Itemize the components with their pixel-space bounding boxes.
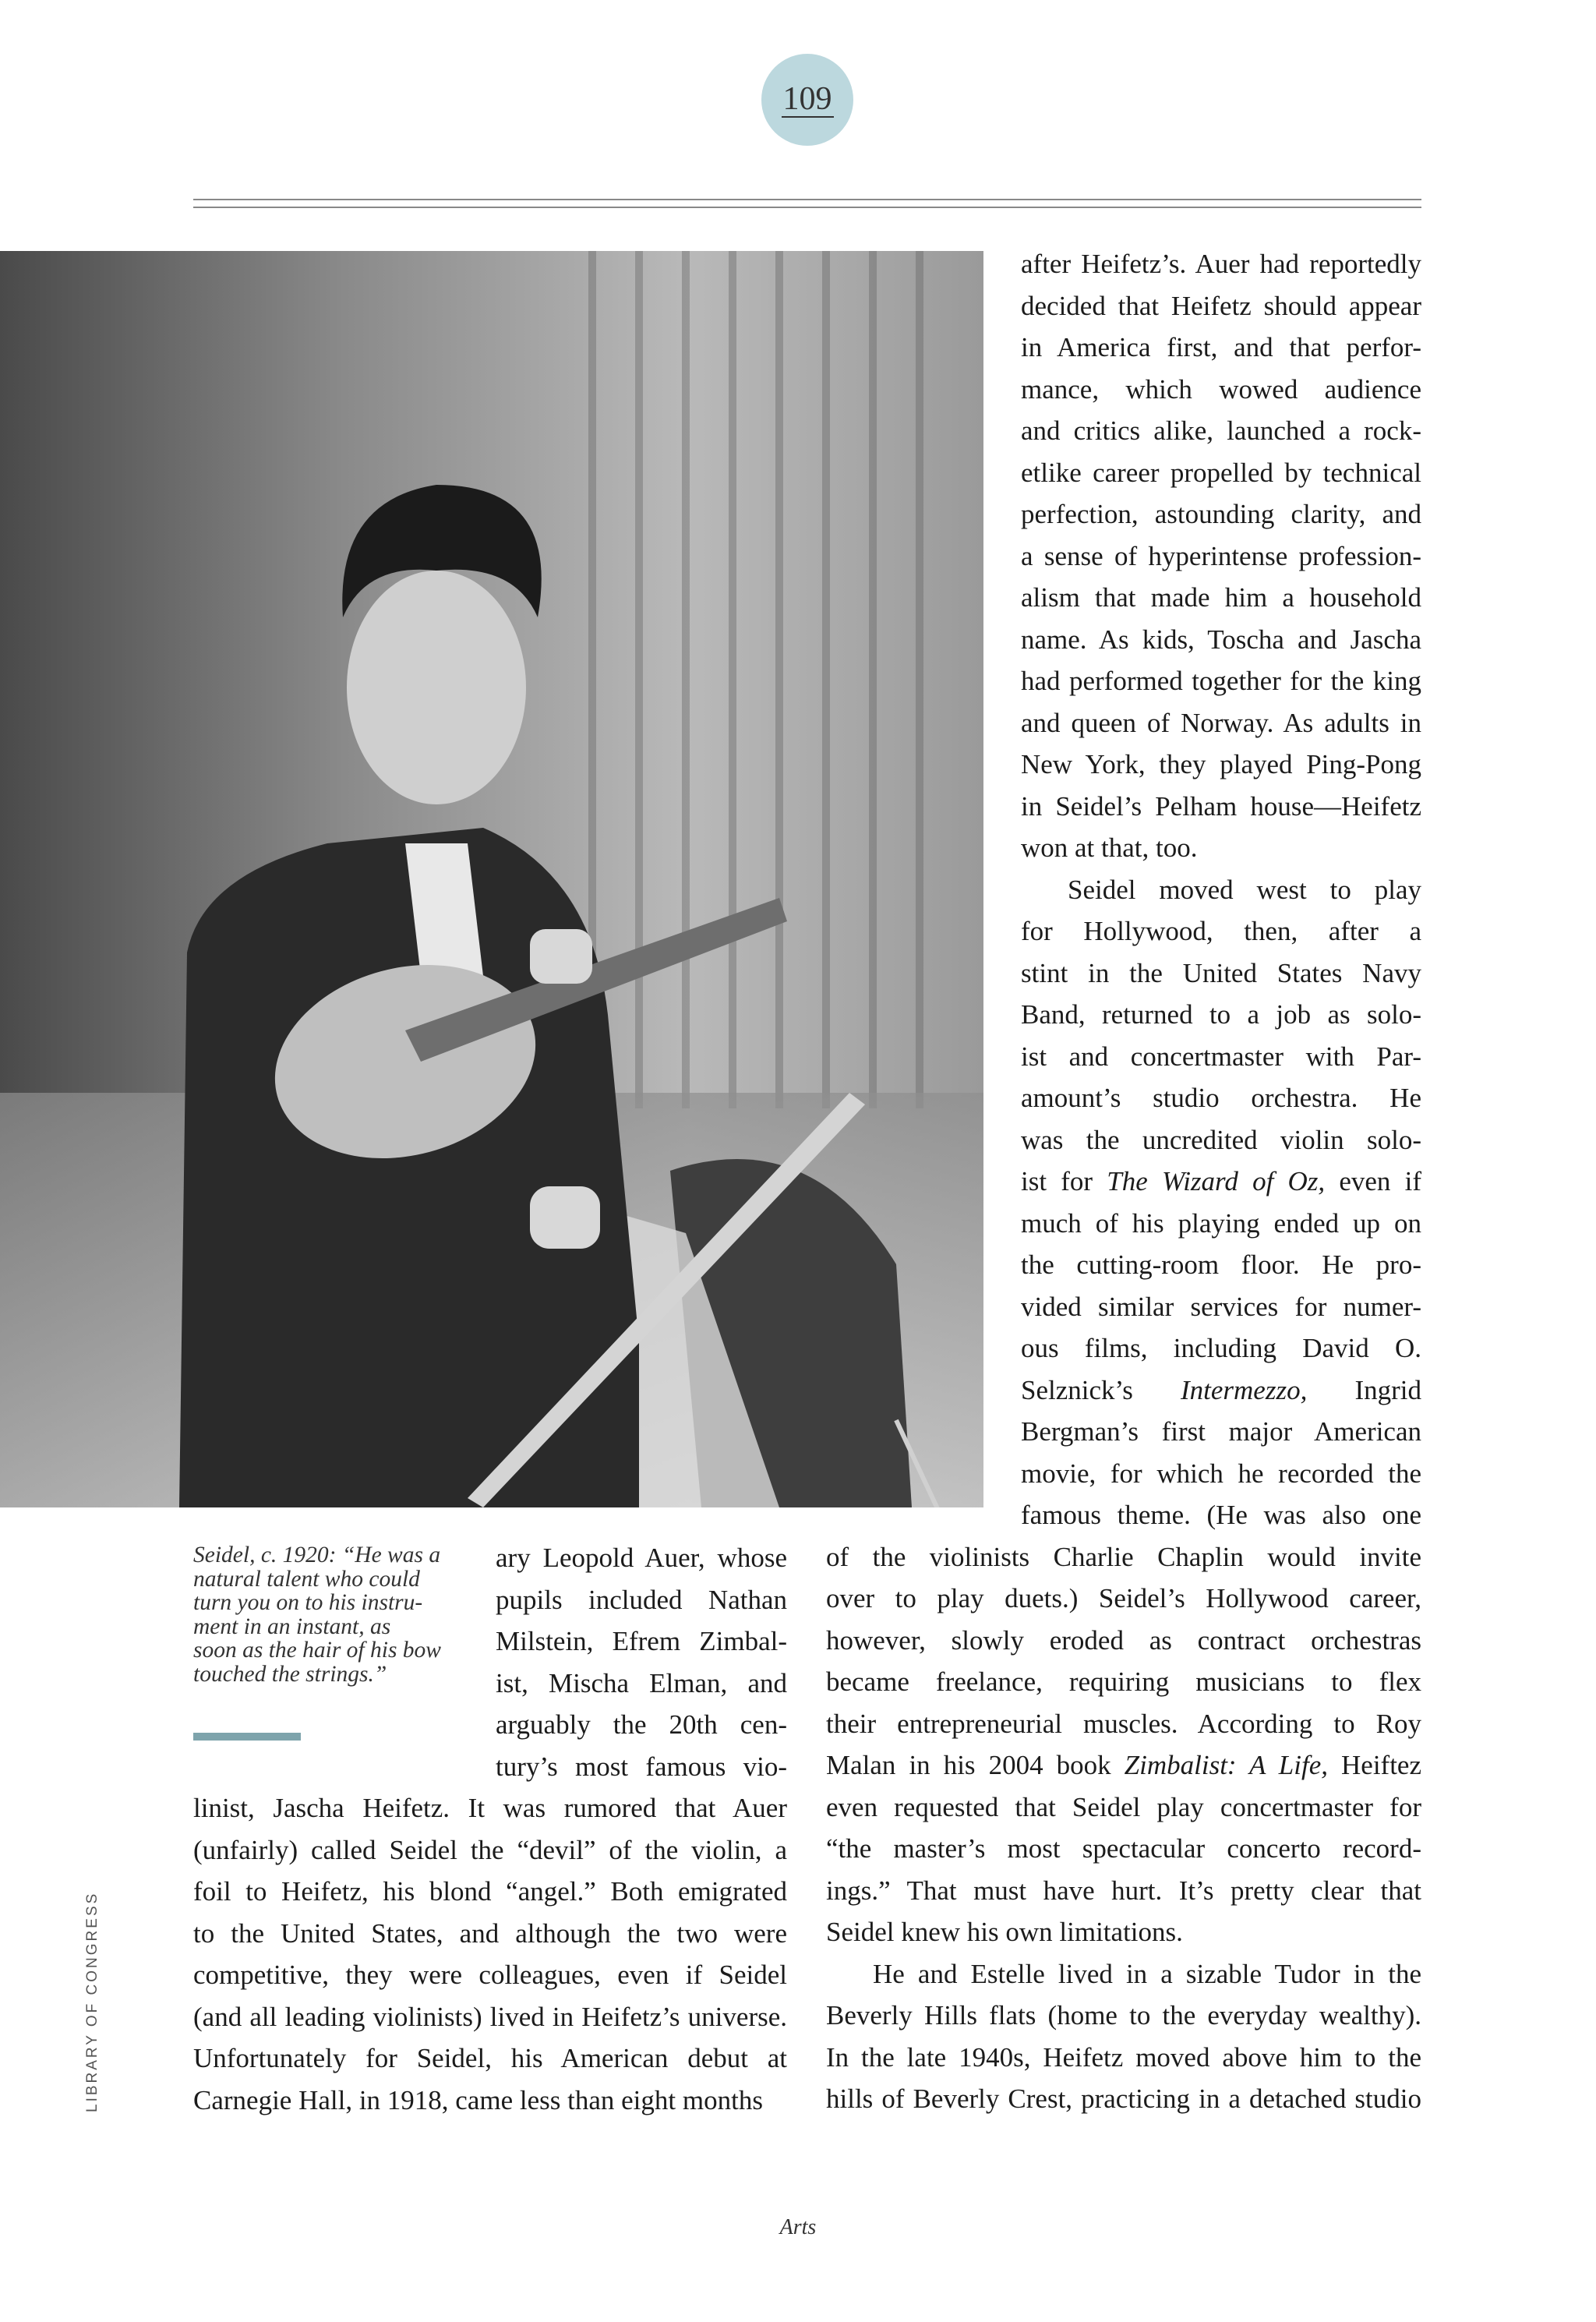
- body-text-line: Carnegie Hall, in 1918, came less than eight months: [193, 2084, 763, 2115]
- body-text-line: for Hollywood, then, after a: [1021, 916, 1421, 946]
- body-text-line: “the master’s most spectacular concerto record-: [826, 1833, 1421, 1864]
- body-text-line: Seidel moved west to play: [1068, 874, 1421, 905]
- body-text-line: movie, for which he recorded the: [1021, 1458, 1421, 1489]
- body-text-line: New York, they played Ping-Pong: [1021, 749, 1421, 779]
- caption-line: soon as the hair of his bow: [193, 1638, 441, 1663]
- body-text-line: to the United States, and although the two were: [193, 1917, 787, 1949]
- body-text-line: vided similar services for numer-: [1021, 1291, 1421, 1322]
- header-rule-top: [193, 199, 1421, 200]
- body-text-line: ist and concertmaster with Par-: [1021, 1041, 1421, 1072]
- body-text-line: Seidel knew his own limitations.: [826, 1917, 1183, 1947]
- body-text-line: Bergman’s first major American: [1021, 1416, 1421, 1447]
- body-text-line: their entrepreneurial muscles. According to Roy: [826, 1708, 1421, 1739]
- body-text-line: was the uncredited violin solo-: [1021, 1124, 1421, 1155]
- body-text-line: Milstein, Efrem Zimbal-: [496, 1626, 787, 1656]
- body-text-line: even requested that Seidel play concertmaster for: [826, 1791, 1421, 1822]
- body-text-line: of the violinists Charlie Chaplin would invite: [826, 1541, 1421, 1572]
- page-number: 109: [782, 80, 832, 117]
- caption-line: touched the strings.”: [193, 1661, 387, 1687]
- body-text-line: won at that, too.: [1021, 832, 1198, 863]
- photo-credit: LIBRARY OF CONGRESS: [84, 1891, 101, 2112]
- body-text-line: in Seidel’s Pelham house—Heifetz: [1021, 790, 1421, 822]
- article-photo: [0, 251, 983, 1507]
- body-text-line: famous theme. (He was also one: [1021, 1500, 1421, 1530]
- photo-caption: [193, 1543, 468, 1686]
- body-text-line: had performed together for the king: [1021, 666, 1421, 696]
- body-text-line: etlike career propelled by technical: [1021, 457, 1421, 488]
- body-text-line: and critics alike, launched a rock-: [1021, 415, 1421, 446]
- body-text-line: arguably the 20th cen-: [496, 1709, 787, 1740]
- page-number-badge: [761, 54, 853, 146]
- body-text-line: ings.” That must have hurt. It’s pretty clear that: [826, 1875, 1421, 1906]
- body-text-line: He and Estelle lived in a sizable Tudor in the: [873, 1958, 1421, 1989]
- body-text-line: linist, Jascha Heifetz. It was rumored that Auer: [193, 1793, 787, 1823]
- body-text-line: mance, which wowed audience: [1021, 373, 1421, 405]
- header-rule-bottom: [193, 207, 1421, 208]
- body-text-line: pupils included Nathan: [496, 1584, 787, 1615]
- body-text-line: however, slowly eroded as contract orchestras: [826, 1624, 1421, 1656]
- body-text-line: stint in the United States Navy: [1021, 957, 1421, 988]
- body-text-line: and queen of Norway. As adults in: [1021, 707, 1421, 738]
- caption-accent-bar: [193, 1733, 301, 1741]
- body-text-line: ary Leopold Auer, whose: [496, 1543, 787, 1573]
- body-text-line: decided that Heifetz should appear: [1021, 290, 1421, 321]
- body-text-line: alism that made him a household: [1021, 582, 1421, 613]
- body-text-line: name. As kids, Toscha and Jascha: [1021, 624, 1421, 655]
- body-text-line: ist for The Wizard of Oz, even if: [1021, 1166, 1421, 1196]
- body-text-line: Beverly Hills flats (home to the everyday wealthy).: [826, 2000, 1421, 2030]
- caption-line: ment in an instant, as: [193, 1613, 391, 1639]
- body-text-line: Selznick’s Intermezzo, Ingrid: [1021, 1374, 1421, 1405]
- body-text-line: became freelance, requiring musicians to flex: [826, 1666, 1421, 1697]
- body-text-line: foil to Heifetz, his blond “angel.” Both emigrated: [193, 1876, 787, 1907]
- body-text-line: over to play duets.) Seidel’s Hollywood career,: [826, 1583, 1421, 1613]
- body-text-line: In the late 1940s, Heifetz moved above him to the: [826, 2041, 1421, 2073]
- caption-line: Seidel, c. 1920: “He was a: [193, 1543, 441, 1567]
- body-text-line: in America first, and that perfor-: [1021, 332, 1421, 362]
- body-text-line: ous films, including David O.: [1021, 1333, 1421, 1363]
- body-text-line: (unfairly) called Seidel the “devil” of the violin, a: [193, 1834, 787, 1865]
- body-text-line: ist, Mischa Elman, and: [496, 1667, 787, 1698]
- body-text-line: Band, returned to a job as solo-: [1021, 999, 1421, 1030]
- body-text-line: perfection, astounding clarity, and: [1021, 499, 1421, 529]
- section-footer: Arts: [779, 2215, 817, 2239]
- body-text-line: (and all leading violinists) lived in Heifetz’s universe.: [193, 2001, 787, 2032]
- body-text-line: the cutting-room floor. He pro-: [1021, 1249, 1421, 1280]
- body-text-line: hills of Beverly Crest, practicing in a detached studio: [826, 2083, 1421, 2114]
- body-text-line: competitive, they were colleagues, even if Seidel: [193, 1960, 787, 1990]
- body-text-line: much of his playing ended up on: [1021, 1207, 1421, 1239]
- photo-illustration: [0, 251, 983, 1507]
- body-text-line: after Heifetz’s. Auer had reportedly: [1021, 249, 1421, 279]
- body-text-line: Malan in his 2004 book Zimbalist: A Life, Heiftez: [826, 1750, 1422, 1780]
- caption-line: turn you on to his instru-: [193, 1590, 423, 1615]
- body-text-line: a sense of hyperintense profession-: [1021, 540, 1421, 571]
- body-text-line: tury’s most famous vio-: [496, 1751, 787, 1782]
- caption-line: natural talent who could: [193, 1566, 420, 1592]
- body-text-line: amount’s studio orchestra. He: [1021, 1083, 1421, 1113]
- body-text-line: Unfortunately for Seidel, his American debut at: [193, 2043, 787, 2073]
